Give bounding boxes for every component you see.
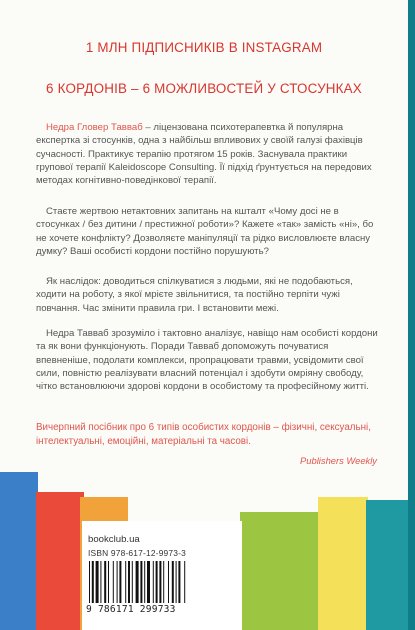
consequence-paragraph: Як наслідок: доводиться спілкуватися з людьми, які не подобаються, ходити на роботу, з якої мрієте звільнитися, та постійно терпіти чужі повчання. Час змінити правила гри. І встановити межі.: [36, 276, 353, 314]
green-paint-stroke: [240, 512, 320, 630]
yellow-paint-stroke: [318, 497, 368, 630]
author-bio-paragraph: [36, 121, 384, 187]
isbn-text: ISBN 978-617-12-9973-3: [88, 548, 186, 558]
spine-edge: [408, 0, 415, 630]
blue-paint-stroke: [0, 472, 38, 630]
review-quote: Вичерпний посібник про 6 типів особистих кордонів – фізичні, сексуальні, інтелектуальні, емоційні, матеріальні та часові.: [36, 422, 371, 447]
questions-paragraph: Стаєте жертвою нетактовних запитань на кшталт «Чому досі не в стосунках / без дитини / престижної роботи»? Кажете «так» замість «ні», бо не хочете конфлікту? Дозволяєте маніпуляції та рідко висловлюєте власну думку? Ваші особисті кордони постійно порушують?: [36, 206, 374, 257]
barcode-digits: 9 786171 299733: [86, 604, 176, 615]
summary-paragraph: Недра Тавваб зрозуміло і тактовно аналізує, навіщо нам особисті кордони та як вони функціонують. Поради Тавваб допоможуть почуватися впевненіше, подолати комплекси, пропрацювати травми, усвідомити свої сили, повністю реалізувати власний потенціал і здобути омріяну свободу, чітко встановлюючи здорові кордони в особистому та професійному житті.: [36, 328, 378, 393]
author-bio-text: – ліцензована психотерапевтка й популярна експертка зі стосунків, одна з найбільш впливових у своїй галузі фахівців сучасності. Практикує терапію протягом 15 років. Заснувала практики групової терапії Kaleidoscope Consulting. Її підхід ґрунтується на передових методах когнітивно-поведінкової терапії.: [36, 122, 372, 187]
headline-subscribers: 1 МЛН ПІДПИСНИКІВ В INSTAGRAM: [85, 40, 323, 55]
headline-boundaries: 6 КОРДОНІВ – 6 МОЖЛИВОСТЕЙ У СТОСУНКАХ: [46, 81, 362, 96]
review-source: Publishers Weekly: [300, 455, 377, 466]
publisher-website: bookclub.ua: [88, 534, 140, 545]
red-paint-stroke: [36, 492, 84, 630]
teal-paint-stroke: [366, 500, 408, 630]
author-name: Недра Гловер Тавваб: [46, 122, 143, 133]
barcode-icon: [87, 561, 237, 603]
